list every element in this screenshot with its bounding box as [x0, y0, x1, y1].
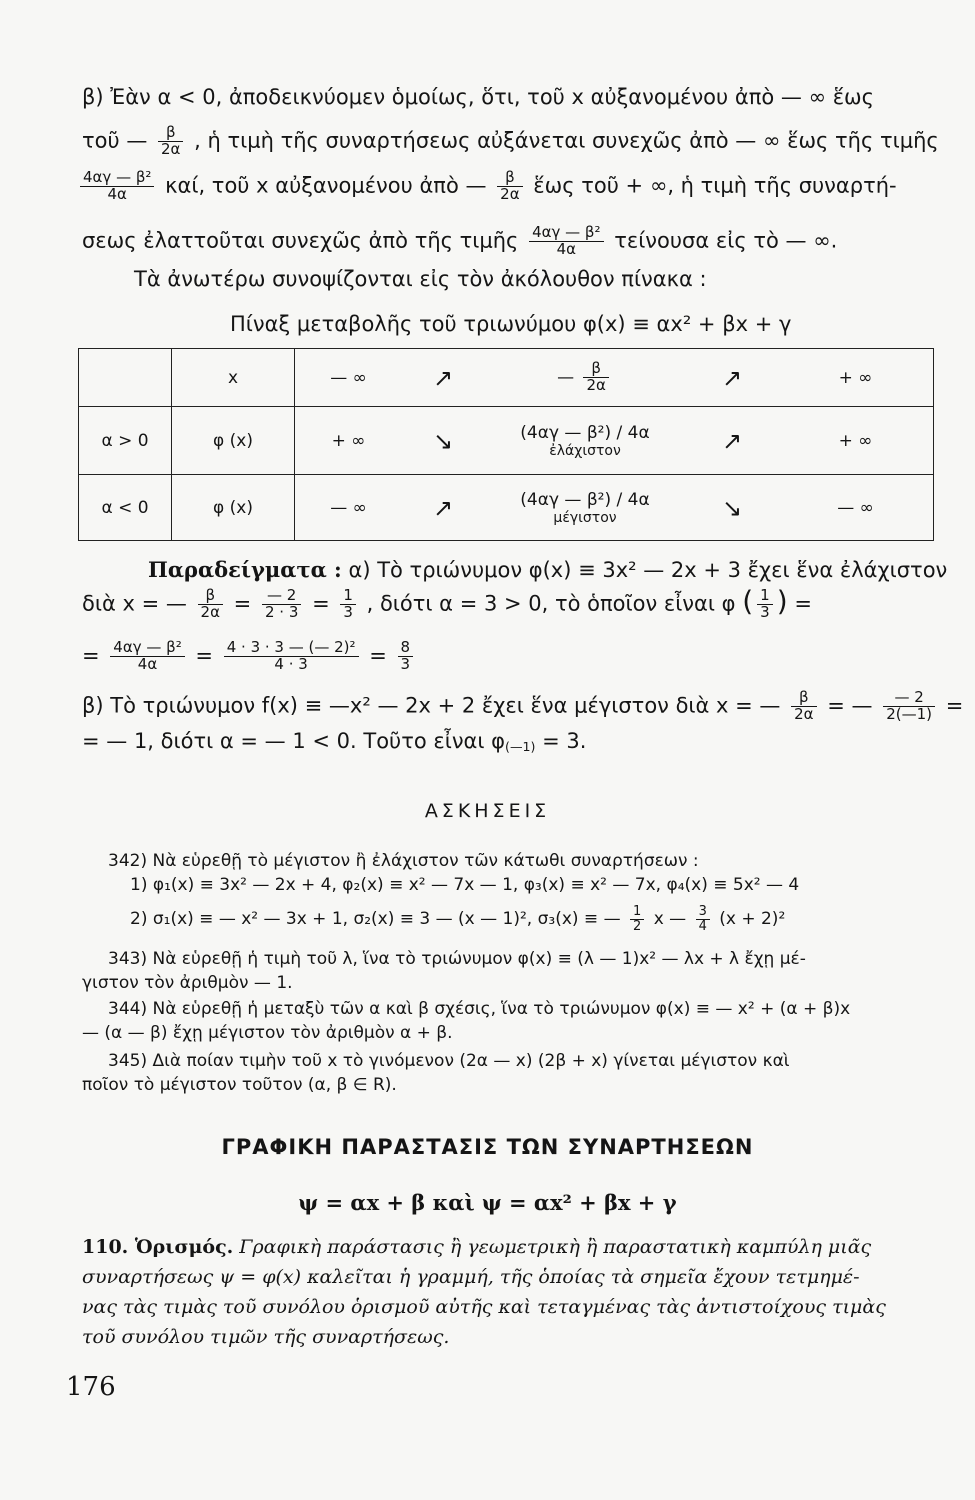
exercise-345-line-2: ποῖον τὸ μέγιστον τοῦτον (α, β ∈ R).	[82, 1075, 397, 1095]
fraction-three-quarters: $\frac{3}{4}$	[696, 905, 710, 933]
exercise-343-line-1: 343) Νὰ εὑρεθῇ ἡ τιμὴ τοῦ λ, ἵνα τὸ τριώνυμον φ(x) ≡ (λ — 1)x² — λx + λ ἔχῃ μέ-	[108, 949, 806, 969]
text-fragment: α) Τὸ τριώνυμον φ(x) ≡ 3x² — 2x + 3 ἔχει ἕνα ἐλάχιστον	[348, 558, 948, 582]
exercise-344-line-1: 344) Νὰ εὑρεθῇ ἡ μεταξὺ τῶν α καὶ β σχέσις, ἵνα τὸ τριώνυμον φ(x) ≡ — x² + (α + β)x	[108, 999, 851, 1019]
fraction-beta-2a: $\frac{\beta}{2\alpha}$	[158, 125, 183, 158]
examples-line-5	[82, 728, 586, 754]
table-cell	[484, 407, 686, 475]
text-line-1: β) Ἐὰν α < 0, ἀποδεικνύομεν ὁμοίως, ὅτι, τοῦ x αὐξανομένου ἀπὸ — ∞ ἕως	[82, 85, 874, 109]
text-fragment: = 3.	[542, 729, 587, 753]
text-fragment: ἕως τοῦ + ∞, ἡ τιμὴ τῆς συναρτή-	[533, 173, 897, 198]
section-formulas: ψ = αx + β καὶ ψ = αx² + βx + γ	[298, 1190, 677, 1215]
text-fragment: τείνουσα εἰς τὸ — ∞.	[614, 228, 838, 253]
fraction-beta-2a: $\frac{\beta}{2\alpha}$	[497, 170, 522, 203]
fraction-beta-2a: $\frac{\beta}{2\alpha}$	[198, 588, 223, 621]
table-cell: — ∞	[778, 475, 934, 541]
text-fragment: Γραφικὴ παράστασις ἢ γεωμετρικὴ ἢ παραστατικὴ καμπύλη μιᾶς	[239, 1236, 872, 1258]
text-fragment: 2) σ₁(x) ≡ — x² — 3x + 1, σ₂(x) ≡ 3 — (x — 1)², σ₃(x) ≡ —	[130, 909, 621, 930]
minimum-label: ἐλάχιστον	[549, 442, 621, 459]
table-cell: α < 0	[79, 475, 172, 541]
arrow-up-icon: ↗	[432, 363, 454, 392]
text-fragment: τοῦ —	[82, 128, 148, 153]
text-line-2	[82, 125, 939, 158]
arrow-down-icon: ↘	[432, 426, 454, 455]
table-cell: + ∞	[778, 407, 934, 475]
text-fragment: , διότι α = 3 > 0, τὸ ὁποῖον εἶναι φ	[366, 591, 736, 616]
table-cell: — ∞	[295, 475, 403, 541]
arrow-down-icon: ↘	[721, 493, 743, 522]
arrow-up-icon: ↗	[721, 426, 743, 455]
fraction-m2-over-2x3: $\frac{— 2}{2 \cdot 3}$	[262, 588, 301, 621]
table-row	[79, 349, 934, 407]
fraction-vertex-value: $\frac{\text{4αγ — β²}}{4\alpha}$	[529, 225, 603, 258]
examples-line-2: διὰ x = — $\frac{\beta}{2\alpha}$ = $\frac{— 2}{2 \cdot 3}$ = $\frac{1}{3}$ , διότι α = 3 > 0, τὸ ὁποῖον εἶναι φ ( $\frac{1}{3}$ ) =	[82, 584, 812, 621]
text-line-3	[76, 170, 897, 203]
examples-line-4: β) Τὸ τριώνυμον f(x) ≡ —x² — 2x + 2 ἔχει ἕνα μέγιστον διὰ x = — $\frac{\beta}{2\alpha}$ = — $\frac{— 2}{2(—1)}$ =	[82, 688, 964, 723]
text-fragment: = — 1, διότι α = — 1 < 0. Τοῦτο εἶναι φ	[82, 729, 506, 753]
fraction-beta-2a: $\frac{\beta}{2\alpha}$	[583, 361, 608, 394]
exercise-345-line-1: 345) Διὰ ποίαν τιμὴν τοῦ x τὸ γινόμενον (2α — x) (2β + x) γίνεται μέγιστον καὶ	[108, 1051, 790, 1071]
table-cell: x	[172, 349, 295, 407]
text-fragment: , ἡ τιμὴ τῆς συναρτήσεως αὐξάνεται συνεχῶς ἀπὸ — ∞ ἕως τῆς τιμῆς	[194, 128, 939, 153]
definition-label: 110. Ὁρισμός.	[82, 1236, 234, 1258]
table-cell: φ (x)	[172, 407, 295, 475]
fraction-vertex-value: $\frac{\text{4αγ — β²}}{4\alpha}$	[110, 640, 184, 673]
fraction-eight-thirds: $\frac{8}{3}$	[398, 640, 414, 673]
text-fragment: x —	[653, 909, 687, 930]
subscript: (—1)	[505, 739, 536, 755]
table-cell: — ∞	[295, 349, 403, 407]
page-number: 176	[66, 1372, 116, 1402]
text-line-5: Τὰ ἀνωτέρω συνοψίζονται εἰς τὸν ἀκόλουθον πίνακα :	[134, 267, 707, 291]
exercise-342-part-1: 1) φ₁(x) ≡ 3x² — 2x + 4, φ₂(x) ≡ x² — 7x — 1, φ₃(x) ≡ x² — 7x, φ₄(x) ≡ 5x² — 4	[130, 875, 800, 895]
text-line-4	[82, 225, 837, 258]
fraction-vertex-value: $\frac{\text{4αγ — β²}}{4\alpha}$	[80, 170, 154, 203]
fraction-beta-2a: $\frac{\beta}{2\alpha}$	[791, 690, 816, 723]
vertex-value: (4αγ — β²) / 4α	[520, 422, 650, 443]
text-fragment: β) Τὸ τριώνυμον f(x) ≡ —x² — 2x + 2 ἔχει ἕνα μέγιστον διὰ x = —	[82, 693, 781, 718]
maximum-label: μέγιστον	[553, 509, 617, 526]
text-fragment: σεως ἐλαττοῦται συνεχῶς ἀπὸ τῆς τιμῆς	[82, 228, 519, 253]
text-fragment: καί, τοῦ x αὐξανομένου ἀπὸ —	[165, 173, 487, 198]
section-title: ΓΡΑΦΙΚΗ ΠΑΡΑΣΤΑΣΙΣ ΤΩΝ ΣΥΝΑΡΤΗΣΕΩΝ	[221, 1135, 754, 1159]
table-row	[79, 475, 934, 541]
table-cell: + ∞	[295, 407, 403, 475]
text-fragment: διὰ x = —	[82, 591, 187, 616]
definition-line-3: νας τὰς τιμὰς τοῦ συνόλου ὁρισμοῦ αὐτῆς καὶ τεταγμένας τὰς ἀντιστοίχους τιμὰς	[82, 1296, 886, 1318]
exercise-344-line-2: — (α — β) ἔχῃ μέγιστον τὸν ἀριθμὸν α + β.	[82, 1023, 453, 1043]
table-cell: α > 0	[79, 407, 172, 475]
text-fragment: (x + 2)²	[719, 909, 786, 930]
vertex-value: (4αγ — β²) / 4α	[520, 489, 650, 510]
definition-line-2: συναρτήσεως ψ = φ(x) καλεῖται ἡ γραμμή, τῆς ὁποίας τὰ σημεῖα ἔχουν τετμημέ-	[82, 1266, 860, 1288]
variation-table	[78, 348, 934, 541]
exercise-343-line-2: γιστον τὸν ἀριθμὸν — 1.	[82, 973, 293, 993]
examples-label: Παραδείγματα :	[148, 557, 342, 582]
examples-line-1	[148, 557, 947, 583]
table-cell: — $\frac{\beta}{2\alpha}$	[484, 349, 686, 407]
fraction-m2-over-2m1: $\frac{— 2}{2(—1)}$	[883, 690, 935, 723]
fraction-computation: $\frac{\text{4 · 3 · 3 — (— 2)²}}{4 \cdot 3}$	[224, 640, 359, 673]
definition-line-1	[82, 1234, 871, 1260]
fraction-one-third: $\frac{1}{3}$	[340, 588, 356, 621]
exercises-heading: ΑΣΚΗΣΕΙΣ	[424, 800, 551, 822]
table-row	[79, 407, 934, 475]
table-cell	[484, 475, 686, 541]
exercise-342-part-2	[130, 905, 785, 933]
fraction-one-half: $\frac{1}{2}$	[630, 905, 644, 933]
arrow-up-icon: ↗	[432, 493, 454, 522]
fraction-one-third: $\frac{1}{3}$	[757, 588, 773, 621]
table-cell: φ (x)	[172, 475, 295, 541]
exercise-342: 342) Νὰ εὑρεθῇ τὸ μέγιστον ἢ ἐλάχιστον τῶν κάτωθι συναρτήσεων :	[108, 851, 699, 871]
definition-line-4: τοῦ συνόλου τιμῶν τῆς συναρτήσεως.	[82, 1326, 450, 1348]
table-title: Πίναξ μεταβολῆς τοῦ τριωνύμου φ(x) ≡ αx² + βx + γ	[230, 312, 792, 336]
examples-line-3: = $\frac{\text{4αγ — β²}}{4\alpha}$ = $\frac{\text{4 · 3 · 3 — (— 2)²}}{4 \cdot 3}$ = $\frac{8}{3}$	[82, 640, 417, 673]
table-cell: + ∞	[778, 349, 934, 407]
arrow-up-icon: ↗	[721, 363, 743, 392]
